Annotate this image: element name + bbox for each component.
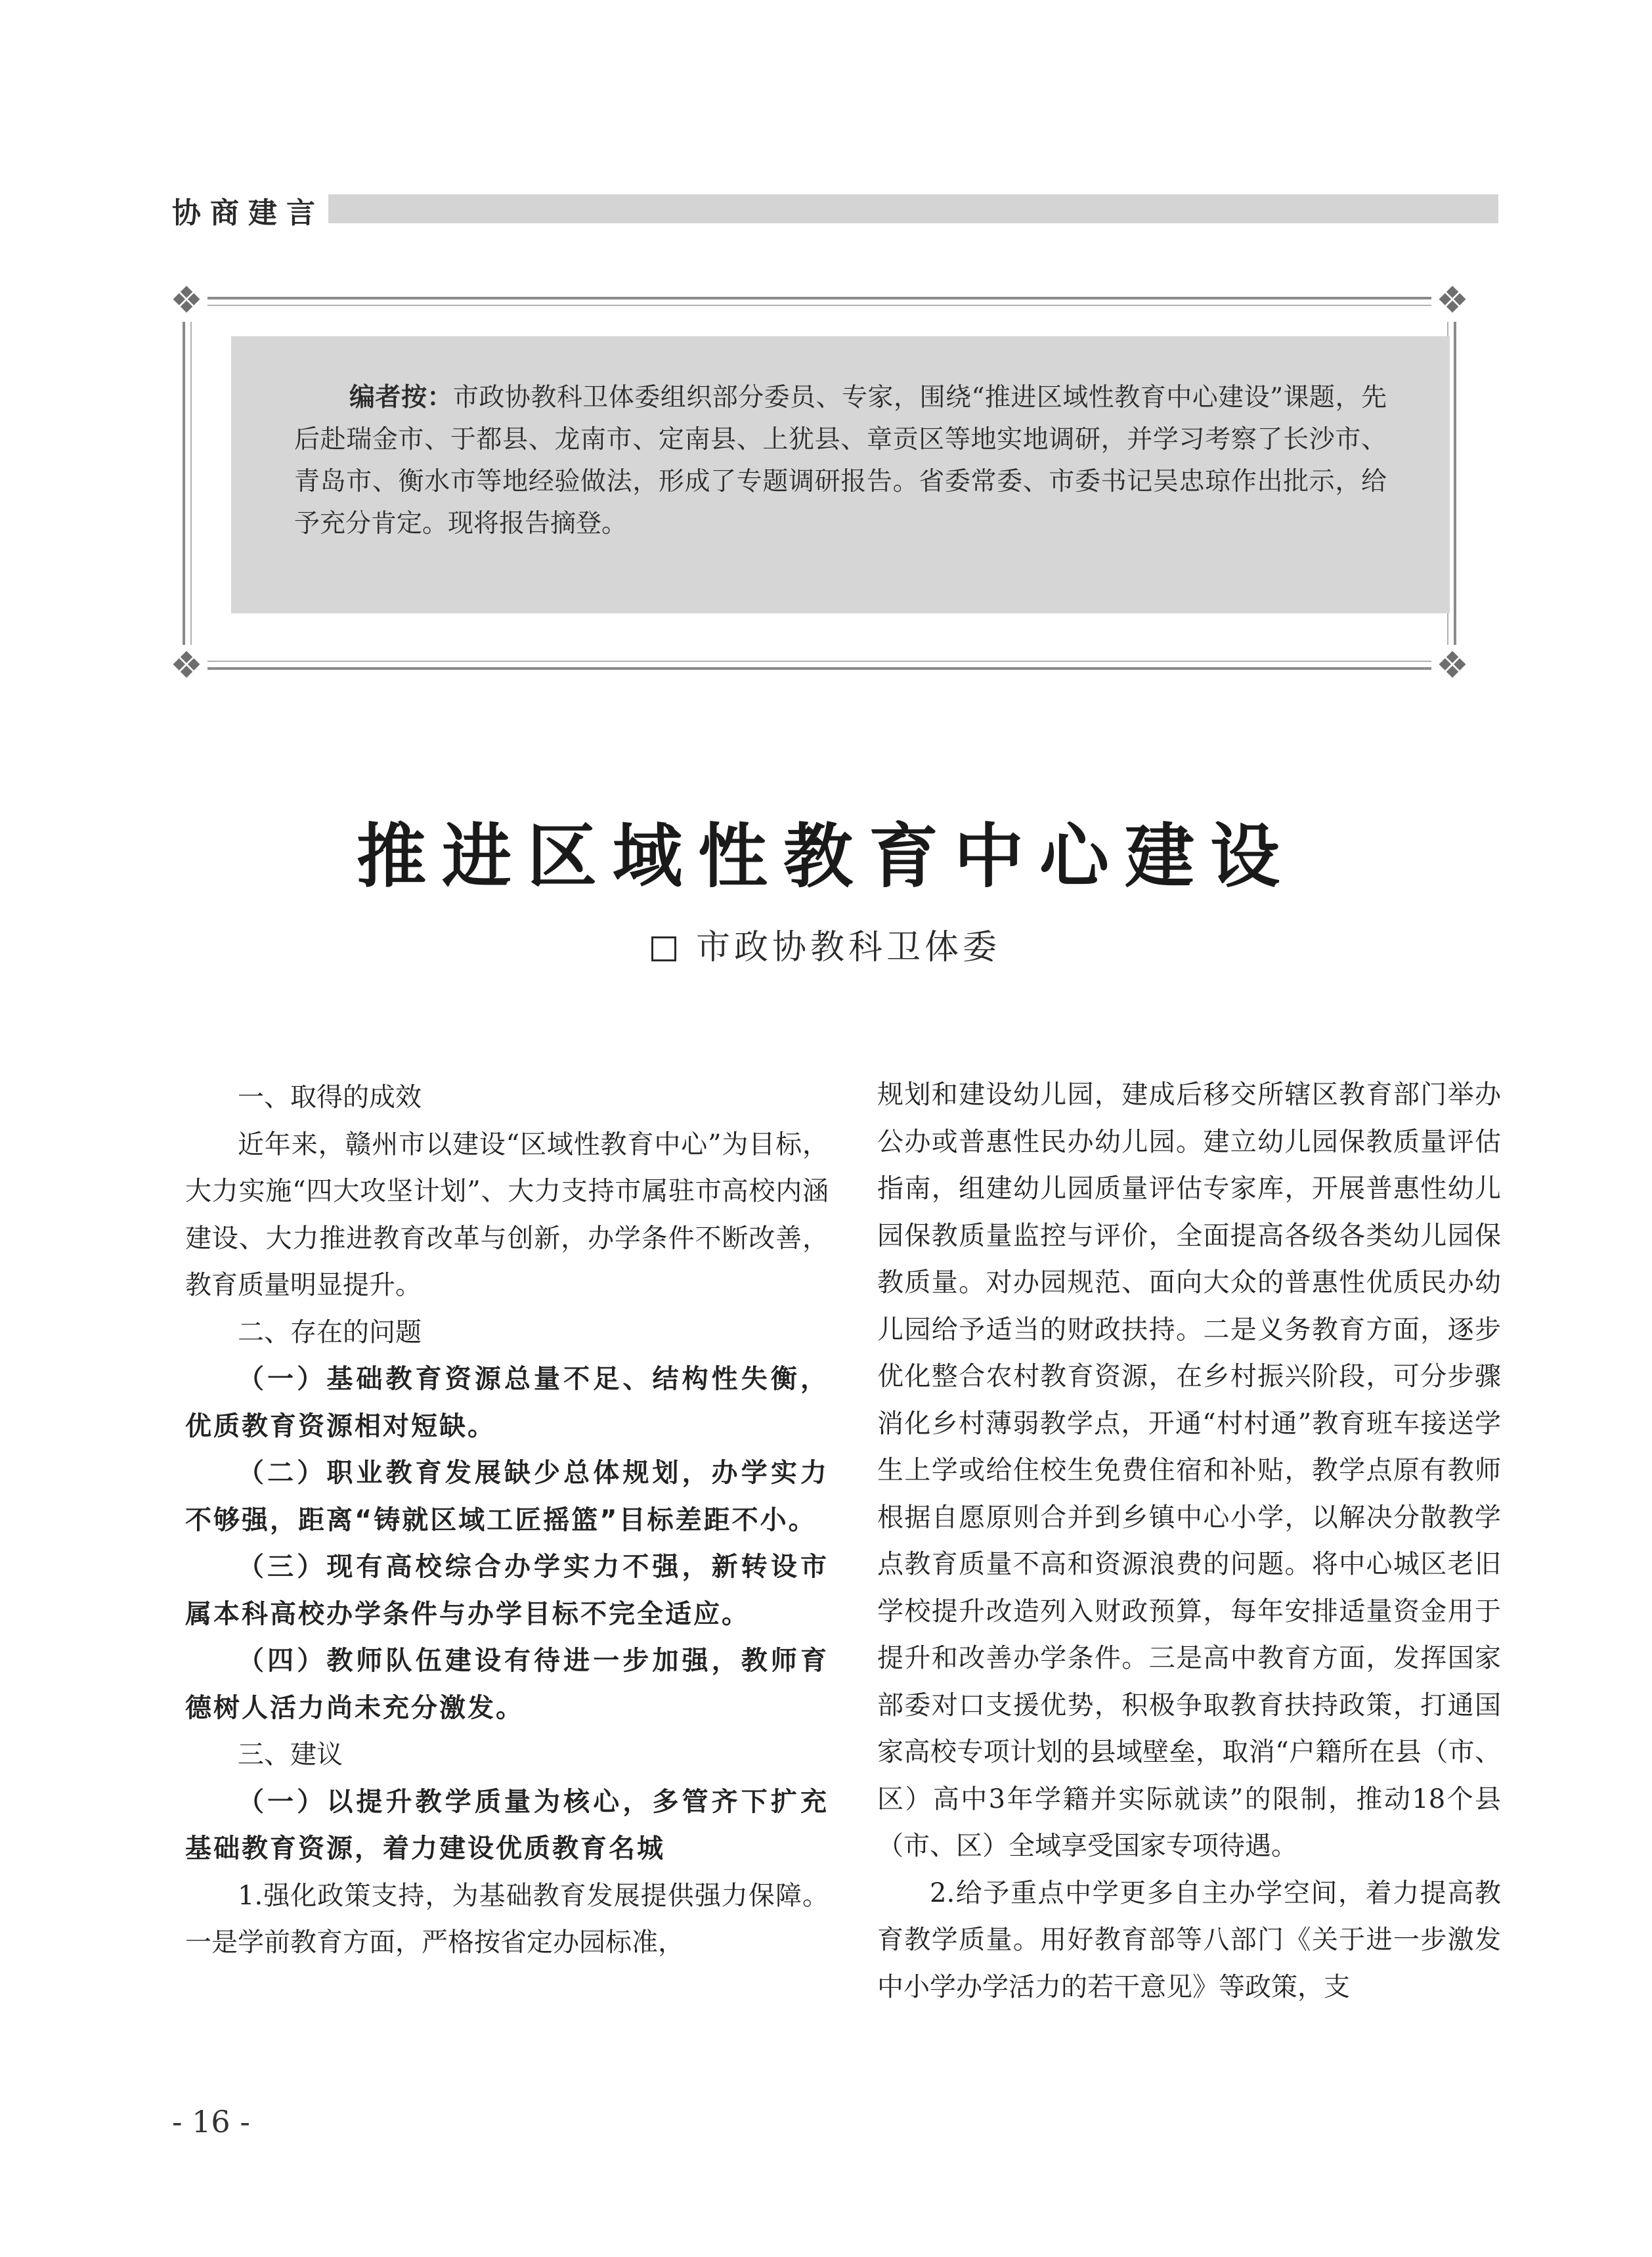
heading-suggestions: 三、建议: [238, 1740, 343, 1770]
ornament-corner-icon: ❖: [1431, 280, 1473, 322]
paragraph: 规划和建设幼儿园，建成后移交所辖区教育部门举办公办或普惠性民办幼儿园。建立幼儿园保教质量评估指南，组建幼儿园质量评估专家库，开展普惠性幼儿园保教质量监控与评价，全面提高各级各类幼儿园保教质量。对办园规范、面向大众的普惠性优质民办幼儿园给予适当的财政扶持。二是义务教育方面，逐步优化整合农村教育资源，在乡村振兴阶段，可分步骤消化乡村薄弱教学点，开通“村村通”教育班车接送学生上学或给住校生免费住宿和补贴，教学点原有教师根据自愿原则合并到乡镇中心小学，以解决分散教学点教育质量不高和资源浪费的问题。将中心城区老旧学校提升改造列入财政预算，每年安排适量资金用于提升和改善办学条件。三是高中教育方面，发挥国家部委对口支援优势，积极争取教育扶持政策，打通国家高校专项计划的县域壁垒，取消“户籍所在县（市、区）高中3年学籍并实际就读”的限制，推动18个县（市、区）全域享受国家专项待遇。: [877, 1080, 1501, 1861]
paragraph: 1.强化政策支持，为基础教育发展提供强力保障。一是学前教育方面，严格按省定办园标准，: [185, 1880, 829, 1958]
heading-problems: 二、存在的问题: [238, 1317, 422, 1348]
right-column: [877, 1072, 1501, 2011]
page-number: - 16 -: [172, 2104, 250, 2139]
left-column: [185, 1074, 829, 1967]
ornament-corner-icon: ❖: [1431, 645, 1473, 687]
section-header: [172, 190, 1498, 230]
editor-note: [231, 336, 1450, 613]
paragraph: 近年来，赣州市以建设“区域性教育中心”为目标，大力实施“四大攻坚计划”、大力支持市属驻市高校内涵建设、大力推进教育改革与创新，办学条件不断改善，教育质量明显提升。: [185, 1129, 829, 1300]
editor-note-lead: 编者按：: [349, 383, 453, 412]
ornament-corner-icon: ❖: [165, 645, 207, 687]
subheading: （一）以提升教学质量为核心，多管齐下扩充基础教育资源，着力建设优质教育名城: [185, 1786, 829, 1864]
section-label: 协商建言: [172, 196, 324, 230]
ornament-corner-icon: ❖: [165, 280, 207, 322]
subheading: （二）职业教育发展缺少总体规划，办学实力不够强，距离“铸就区域工匠摇篮”目标差距不小。: [185, 1458, 829, 1535]
subheading: （一）基础教育资源总量不足、结构性失衡，优质教育资源相对短缺。: [185, 1364, 829, 1441]
byline-author: 市政协教科卫体委: [695, 928, 1001, 967]
subheading: （四）教师队伍建设有待进一步加强，教师育德树人活力尚未充分激发。: [185, 1646, 829, 1723]
square-icon: [651, 936, 676, 961]
article-title: 推进区域性教育中心建设: [357, 816, 1295, 897]
heading-achievements: 一、取得的成效: [238, 1082, 422, 1112]
article-byline: [0, 919, 1652, 969]
subheading: （三）现有高校综合办学实力不强，新转设市属本科高校办学条件与办学目标不完全适应。: [185, 1552, 829, 1629]
editor-note-body: 市政协教科卫体委组织部分委员、专家，围绕“推进区域性教育中心建设”课题，先后赴瑞金市、于都县、龙南市、定南县、上犹县、章贡区等地实地调研，并学习考察了长沙市、青岛市、衡水市等地经验做法，形成了专题调研报告。省委常委、市委书记吴忠琼作出批示，给予充分肯定。现将报告摘登。: [294, 383, 1387, 538]
section-bar: [328, 194, 1498, 223]
paragraph: 2.给予重点中学更多自主办学空间，着力提高教育教学质量。用好教育部等八部门《关于进一步激发中小学办学活力的若干意见》等政策，支: [877, 1877, 1501, 2002]
